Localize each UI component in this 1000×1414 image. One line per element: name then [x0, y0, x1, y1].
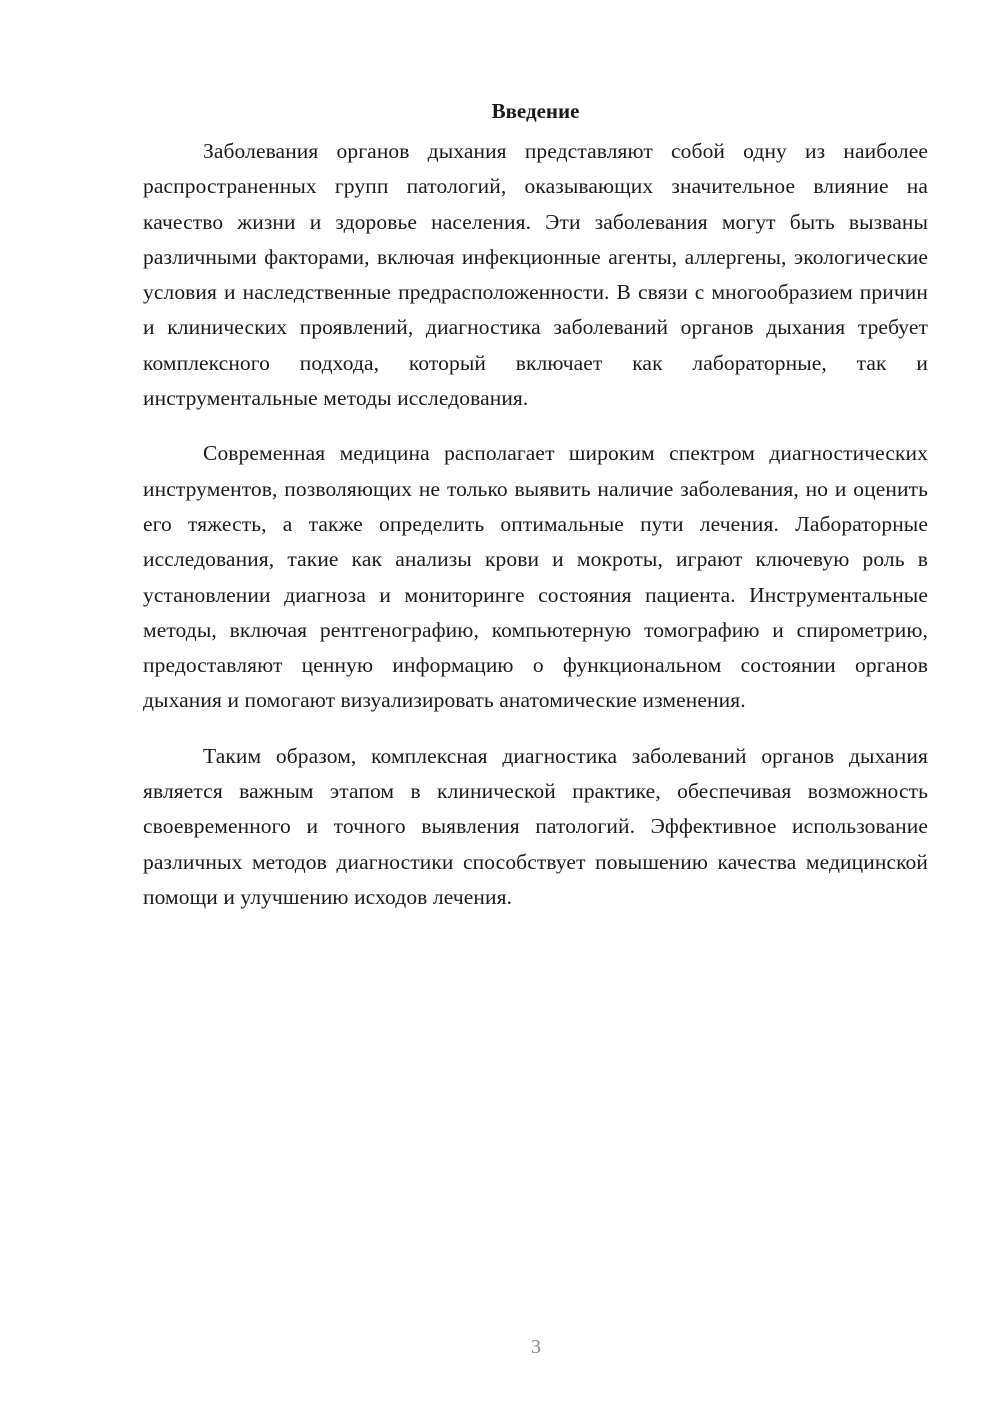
page-content	[143, 96, 928, 935]
paragraph-1: Заболевания органов дыхания представляют собой одну из наиболее распространенных групп патологий, оказывающих значительное влияние на качество жизни и здоровье населения. Эти заболевания могут быть вызваны различными факторами, включая инфекционные агенты, аллергены, экологические условия и наследственные предрасположенности. В связи с многообразием причин и клинических проявлений, диагностика заболеваний органов дыхания требует комплексного подхода, который включает как лабораторные, так и инструментальные методы исследования.	[143, 139, 928, 411]
page-number: 3	[531, 1336, 541, 1358]
paragraph-3: Таким образом, комплексная диагностика заболеваний органов дыхания является важным этапом в клинической практике, обеспечивая возможность своевременного и точного выявления патологий. Эффективное использование различных методов диагностики способствует повышению качества медицинской помощи и улучшению исходов лечения.	[143, 743, 928, 909]
paragraph-2: Современная медицина располагает широким спектром диагностических инструментов, позволяющих не только выявить наличие заболевания, но и оценить его тяжесть, а также определить оптимальные пути лечения. Лабораторные исследования, такие как анализы крови и мокроты, играют ключевую роль в установлении диагноза и мониторинге состояния пациента. Инструментальные методы, включая рентгенографию, компьютерную томографию и спирометрию, предоставляют ценную информацию о функциональном состоянии органов дыхания и помогают визуализировать анатомические изменения.	[143, 441, 928, 713]
section-heading: Введение	[491, 99, 580, 123]
